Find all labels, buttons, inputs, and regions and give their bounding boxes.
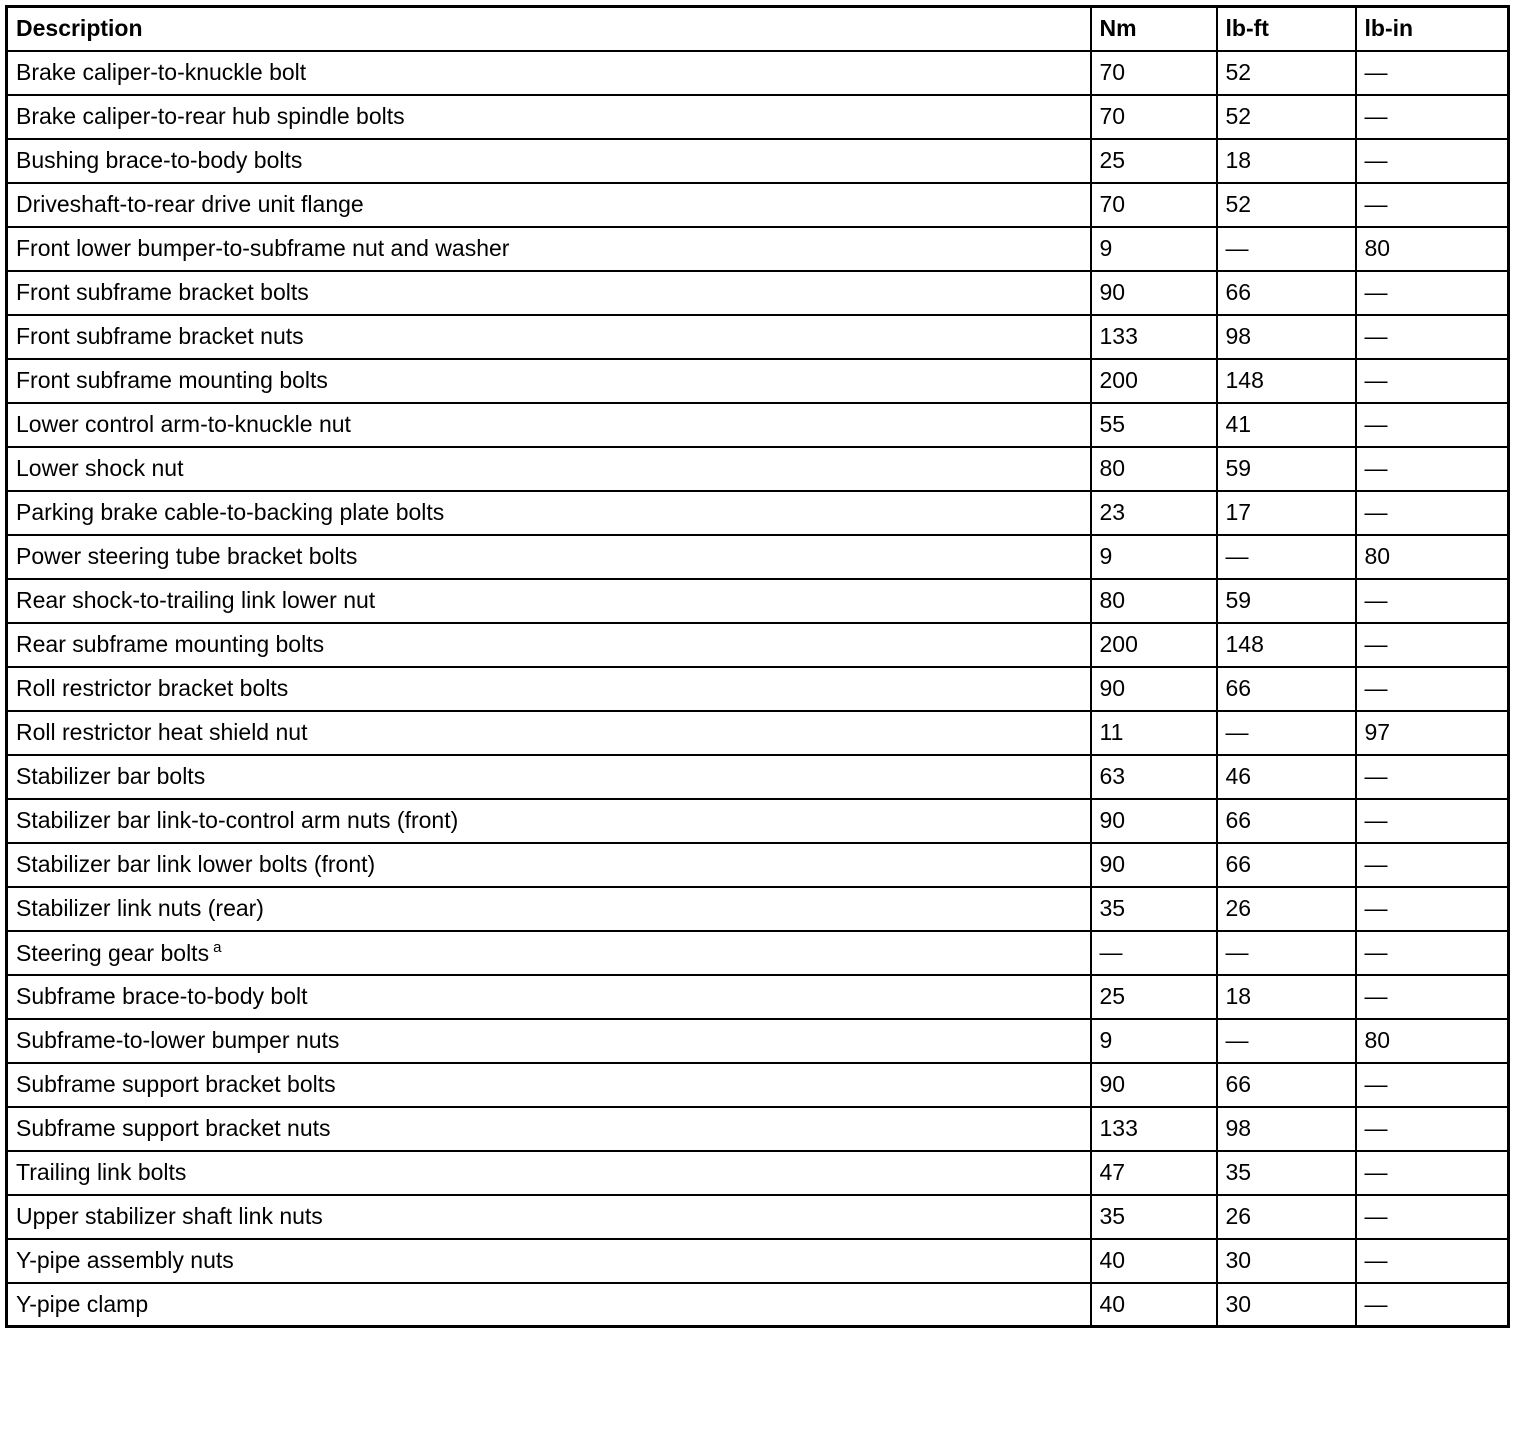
cell-description: [7, 667, 1091, 711]
table-row: [7, 1019, 1509, 1063]
cell-nm: 23: [1091, 491, 1217, 535]
cell-description: [7, 755, 1091, 799]
cell-lb-in: 80: [1356, 227, 1509, 271]
cell-lb-ft: 17: [1217, 491, 1356, 535]
cell-nm: 200: [1091, 359, 1217, 403]
cell-lb-ft: 59: [1217, 579, 1356, 623]
description-text: Stabilizer bar link-to-control arm nuts (front): [16, 807, 459, 833]
cell-lb-ft: 41: [1217, 403, 1356, 447]
table-row: [7, 667, 1509, 711]
description-text: Lower shock nut: [16, 455, 184, 481]
cell-lb-in: —: [1356, 403, 1509, 447]
table-row: [7, 1063, 1509, 1107]
cell-nm: 90: [1091, 1063, 1217, 1107]
table-row: [7, 535, 1509, 579]
table-row: [7, 139, 1509, 183]
table-row: [7, 931, 1509, 975]
description-text: Steering gear bolts: [16, 939, 210, 966]
cell-description: [7, 843, 1091, 887]
cell-lb-ft: 66: [1217, 799, 1356, 843]
cell-lb-in: —: [1356, 1151, 1509, 1195]
table-body: [7, 51, 1509, 1327]
description-text: Brake caliper-to-knuckle bolt: [16, 59, 307, 85]
torque-specifications-table: [5, 5, 1510, 1328]
cell-description: [7, 359, 1091, 403]
cell-nm: 40: [1091, 1283, 1217, 1327]
cell-lb-in: 80: [1356, 1019, 1509, 1063]
cell-lb-in: —: [1356, 667, 1509, 711]
cell-lb-ft: 18: [1217, 139, 1356, 183]
cell-nm: 35: [1091, 887, 1217, 931]
table-row: [7, 1151, 1509, 1195]
cell-nm: 40: [1091, 1239, 1217, 1283]
cell-description: [7, 51, 1091, 95]
cell-description: [7, 623, 1091, 667]
table-row: [7, 1195, 1509, 1239]
description-text: Brake caliper-to-rear hub spindle bolts: [16, 103, 405, 129]
cell-description: [7, 887, 1091, 931]
header-nm: Nm: [1091, 7, 1217, 51]
header-lb-ft: lb-ft: [1217, 7, 1356, 51]
cell-description: [7, 1063, 1091, 1107]
table-row: [7, 491, 1509, 535]
table-row: [7, 1107, 1509, 1151]
header-description: Description: [7, 7, 1091, 51]
cell-nm: 80: [1091, 579, 1217, 623]
cell-nm: 70: [1091, 51, 1217, 95]
cell-nm: 47: [1091, 1151, 1217, 1195]
table-row: [7, 579, 1509, 623]
cell-description: [7, 579, 1091, 623]
description-text: Roll restrictor bracket bolts: [16, 675, 289, 701]
cell-nm: 35: [1091, 1195, 1217, 1239]
header-row: [7, 7, 1509, 51]
cell-nm: 9: [1091, 1019, 1217, 1063]
cell-lb-ft: 66: [1217, 843, 1356, 887]
cell-description: [7, 403, 1091, 447]
table-row: [7, 271, 1509, 315]
description-text: Upper stabilizer shaft link nuts: [16, 1203, 323, 1229]
description-text: Lower control arm-to-knuckle nut: [16, 411, 351, 437]
cell-lb-in: —: [1356, 1063, 1509, 1107]
cell-lb-in: —: [1356, 1239, 1509, 1283]
cell-description: [7, 1239, 1091, 1283]
description-text: Subframe support bracket bolts: [16, 1071, 336, 1097]
table-row: [7, 447, 1509, 491]
cell-nm: 133: [1091, 315, 1217, 359]
table-row: [7, 887, 1509, 931]
description-text: Stabilizer bar bolts: [16, 763, 206, 789]
cell-lb-in: —: [1356, 799, 1509, 843]
cell-description: [7, 931, 1091, 975]
cell-nm: 25: [1091, 139, 1217, 183]
cell-description: [7, 139, 1091, 183]
cell-description: [7, 799, 1091, 843]
cell-description: [7, 491, 1091, 535]
cell-description: [7, 447, 1091, 491]
table-row: [7, 403, 1509, 447]
cell-nm: 9: [1091, 535, 1217, 579]
cell-lb-in: —: [1356, 931, 1509, 975]
table-row: [7, 975, 1509, 1019]
cell-description: [7, 1195, 1091, 1239]
cell-description: [7, 1151, 1091, 1195]
cell-lb-ft: 148: [1217, 359, 1356, 403]
cell-lb-ft: 59: [1217, 447, 1356, 491]
cell-description: [7, 95, 1091, 139]
cell-nm: 63: [1091, 755, 1217, 799]
cell-lb-ft: 30: [1217, 1239, 1356, 1283]
description-text: Front lower bumper-to-subframe nut and washer: [16, 235, 510, 261]
cell-lb-in: —: [1356, 447, 1509, 491]
cell-lb-in: —: [1356, 623, 1509, 667]
description-text: Rear subframe mounting bolts: [16, 631, 325, 657]
table-row: [7, 359, 1509, 403]
description-text: Rear shock-to-trailing link lower nut: [16, 587, 376, 613]
cell-lb-ft: —: [1217, 227, 1356, 271]
cell-lb-in: —: [1356, 315, 1509, 359]
cell-description: [7, 315, 1091, 359]
cell-nm: —: [1091, 931, 1217, 975]
cell-nm: 70: [1091, 183, 1217, 227]
table-row: [7, 623, 1509, 667]
description-text: Driveshaft-to-rear drive unit flange: [16, 191, 364, 217]
cell-nm: 133: [1091, 1107, 1217, 1151]
description-text: Subframe support bracket nuts: [16, 1115, 331, 1141]
table-row: [7, 227, 1509, 271]
cell-nm: 90: [1091, 799, 1217, 843]
description-text: Stabilizer bar link lower bolts (front): [16, 851, 376, 877]
cell-lb-in: 97: [1356, 711, 1509, 755]
description-text: Subframe-to-lower bumper nuts: [16, 1027, 340, 1053]
description-text: Roll restrictor heat shield nut: [16, 719, 308, 745]
cell-nm: 70: [1091, 95, 1217, 139]
cell-lb-ft: 52: [1217, 51, 1356, 95]
cell-lb-ft: 52: [1217, 95, 1356, 139]
cell-lb-in: —: [1356, 755, 1509, 799]
cell-lb-ft: 66: [1217, 667, 1356, 711]
cell-nm: 80: [1091, 447, 1217, 491]
description-text: Y-pipe assembly nuts: [16, 1247, 234, 1273]
description-text: Power steering tube bracket bolts: [16, 543, 358, 569]
cell-lb-ft: 30: [1217, 1283, 1356, 1327]
cell-lb-ft: —: [1217, 931, 1356, 975]
table-row: [7, 755, 1509, 799]
cell-lb-in: —: [1356, 183, 1509, 227]
table-row: [7, 95, 1509, 139]
table-row: [7, 843, 1509, 887]
description-text: Parking brake cable-to-backing plate bolts: [16, 499, 445, 525]
cell-lb-ft: 98: [1217, 315, 1356, 359]
cell-description: [7, 1019, 1091, 1063]
cell-description: [7, 227, 1091, 271]
cell-nm: 11: [1091, 711, 1217, 755]
footnote-marker: a: [213, 938, 222, 956]
cell-lb-ft: 66: [1217, 1063, 1356, 1107]
cell-lb-in: —: [1356, 491, 1509, 535]
table-row: [7, 183, 1509, 227]
description-text: Y-pipe clamp: [16, 1290, 149, 1317]
cell-lb-in: —: [1356, 579, 1509, 623]
cell-nm: 90: [1091, 271, 1217, 315]
cell-lb-in: —: [1356, 1195, 1509, 1239]
cell-lb-ft: —: [1217, 1019, 1356, 1063]
cell-lb-ft: 35: [1217, 1151, 1356, 1195]
table-row: [7, 1239, 1509, 1283]
cell-nm: 90: [1091, 667, 1217, 711]
cell-description: [7, 535, 1091, 579]
description-text: Front subframe mounting bolts: [16, 367, 328, 393]
cell-lb-in: 80: [1356, 535, 1509, 579]
cell-nm: 25: [1091, 975, 1217, 1019]
cell-lb-ft: 52: [1217, 183, 1356, 227]
cell-description: [7, 1283, 1091, 1327]
cell-lb-in: —: [1356, 271, 1509, 315]
cell-lb-in: —: [1356, 975, 1509, 1019]
description-text: Trailing link bolts: [16, 1159, 187, 1185]
table-row: [7, 799, 1509, 843]
cell-description: [7, 975, 1091, 1019]
cell-lb-ft: —: [1217, 711, 1356, 755]
cell-lb-in: —: [1356, 139, 1509, 183]
cell-nm: 90: [1091, 843, 1217, 887]
table-row: [7, 1283, 1509, 1327]
description-text: Subframe brace-to-body bolt: [16, 983, 308, 1009]
cell-lb-ft: 148: [1217, 623, 1356, 667]
cell-lb-ft: —: [1217, 535, 1356, 579]
description-text: Stabilizer link nuts (rear): [16, 895, 264, 921]
cell-description: [7, 183, 1091, 227]
table-row: [7, 711, 1509, 755]
header-lb-in: lb-in: [1356, 7, 1509, 51]
cell-nm: 200: [1091, 623, 1217, 667]
cell-lb-ft: 46: [1217, 755, 1356, 799]
cell-description: [7, 1107, 1091, 1151]
cell-lb-in: —: [1356, 95, 1509, 139]
cell-lb-in: —: [1356, 1107, 1509, 1151]
cell-lb-ft: 98: [1217, 1107, 1356, 1151]
cell-lb-ft: 66: [1217, 271, 1356, 315]
description-text: Bushing brace-to-body bolts: [16, 147, 303, 173]
cell-lb-in: —: [1356, 1283, 1509, 1327]
cell-lb-in: —: [1356, 51, 1509, 95]
cell-lb-ft: 26: [1217, 1195, 1356, 1239]
table-row: [7, 315, 1509, 359]
description-text: Front subframe bracket bolts: [16, 279, 309, 305]
cell-nm: 55: [1091, 403, 1217, 447]
description-text: Front subframe bracket nuts: [16, 323, 304, 349]
table-row: [7, 51, 1509, 95]
cell-lb-in: —: [1356, 359, 1509, 403]
cell-lb-in: —: [1356, 887, 1509, 931]
cell-nm: 9: [1091, 227, 1217, 271]
cell-description: [7, 711, 1091, 755]
cell-lb-ft: 18: [1217, 975, 1356, 1019]
cell-description: [7, 271, 1091, 315]
cell-lb-ft: 26: [1217, 887, 1356, 931]
cell-lb-in: —: [1356, 843, 1509, 887]
